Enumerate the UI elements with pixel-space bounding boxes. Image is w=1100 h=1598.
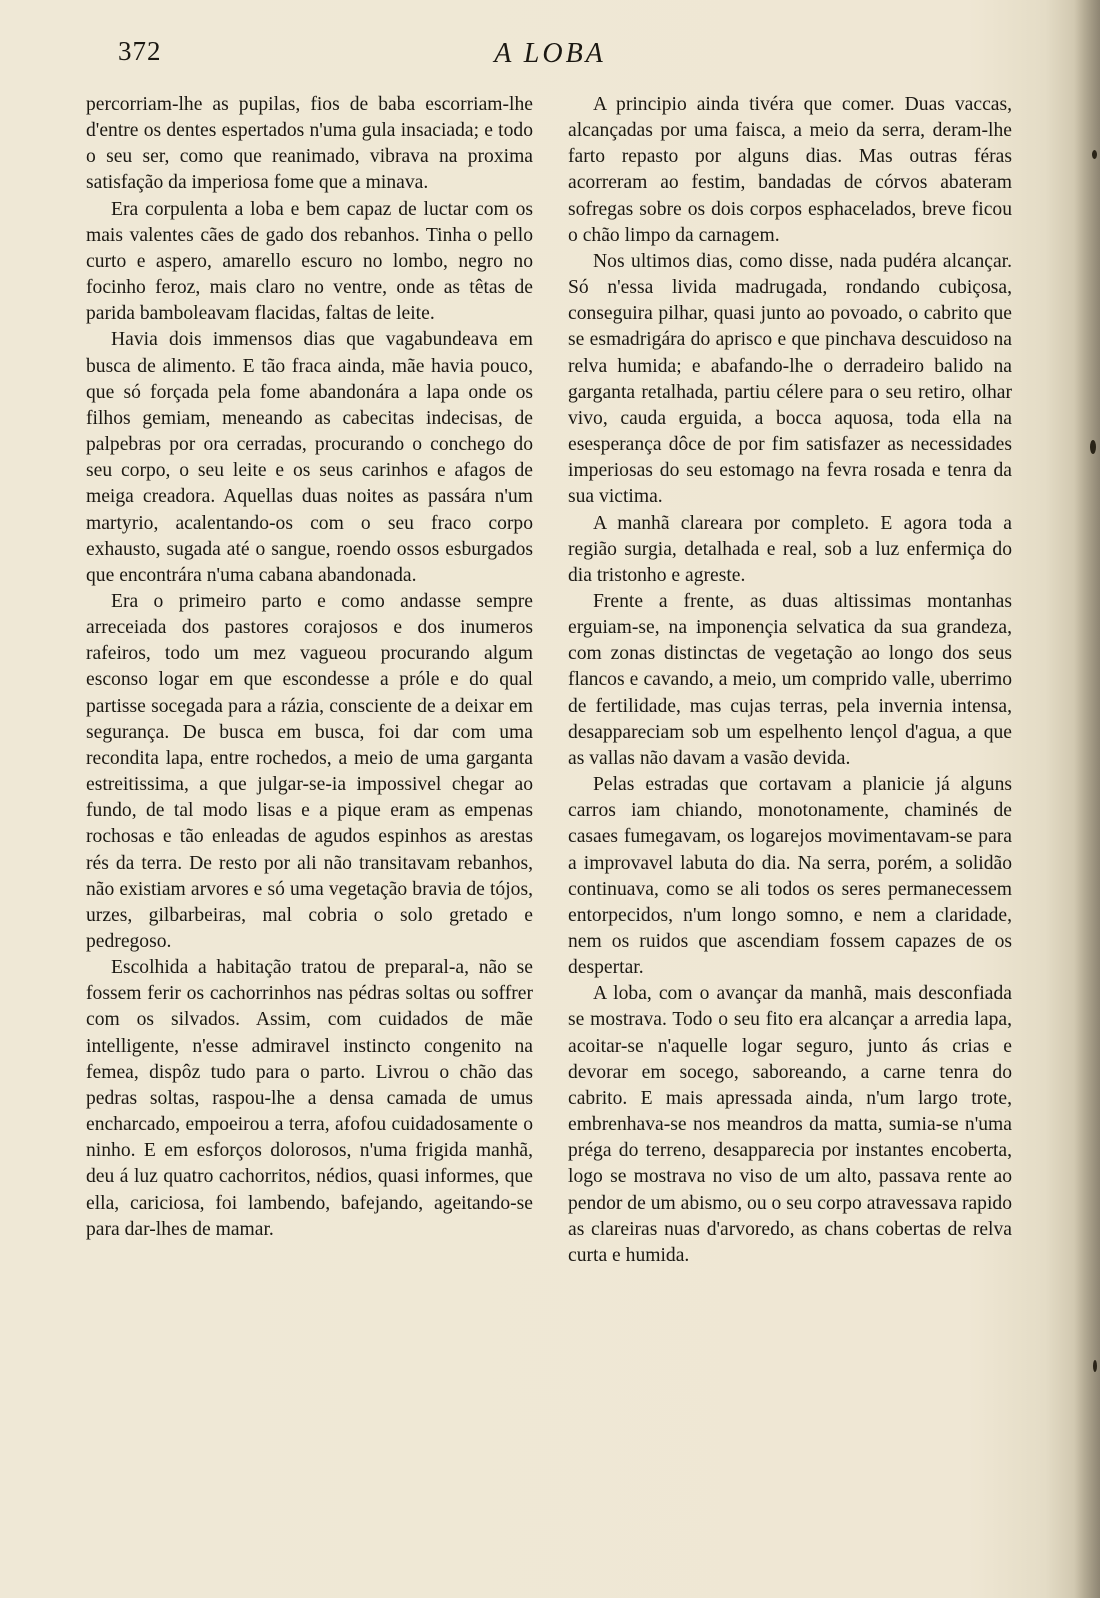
paragraph: Pelas estradas que cortavam a planicie já alguns carros iam chiando, monotonamente, chaminés de casaes fumegavam, os logarejos movimentavam-se para a improvavel labuta do dia. Na serra, porém, a solidão continuava, como se ali todos os seres permanecessem entorpecidos, n'um longo somno, e nem a claridade, nem os ruidos que ascendiam fossem capazes de os despertar. — [568, 774, 1012, 979]
paragraph: Era corpulenta a loba e bem capaz de luctar com os mais valentes cães de gado dos rebanhos. Tinha o pello curto e aspero, amarello escuro no lombo, negro no focinho feroz, mais claro no ventre, onde as têtas de parida bamboleavam flacidas, faltas de leite. — [86, 198, 533, 325]
right-column — [568, 92, 1012, 1269]
running-title: A LOBA — [494, 38, 606, 69]
ink-speck — [1092, 150, 1097, 159]
page-header — [0, 30, 1100, 74]
binding-shadow — [1074, 0, 1100, 1598]
ink-speck — [1093, 1360, 1097, 1372]
paragraph: Era o primeiro parto e como andasse sempre arreceiada dos pastores corajosos e dos inumeros rafeiros, todo um mez vagueou procurando algum esconso logar em que escondesse a próle e do qual partisse socegada para a rázia, consciente de a deixar em segurança. De busca em busca, foi dar com uma recondita lapa, entre rochedos, a meio de uma garganta estreitissima, a que julgar-se-ia impossivel chegar ao fundo, de tal modo lisas e a pique eram as empenas rochosas e tão enleadas de agudos espinhos as arestas rés da terra. De resto por ali não transitavam rebanhos, não existiam arvores e só uma vegetação bravia de tójos, urzes, gilbarbeiras, mal cobria o solo gretado e pedregoso. — [86, 590, 533, 952]
paragraph: Frente a frente, as duas altissimas montanhas erguiam-se, na imponençia selvatica da sua grandeza, com zonas distinctas de vegetação ao longo dos seus flancos e cavando, a meio, um comprido valle, uberrimo de fertilidade, mas cujas terras, pela invernia intensa, desappareciam sob um espelhento lençol d'agua, a que as vallas não davam a vasão devida. — [568, 590, 1012, 769]
left-column — [86, 92, 533, 1243]
paragraph: Havia dois immensos dias que vagabundeava em busca de alimento. E tão fraca ainda, mãe havia pouco, que só forçada pela fome abandonára a lapa onde os filhos gemiam, meneando as cabecitas indecisas, de palpebras por ora cerradas, procurando o conchego do seu corpo, o seu leite e os seus carinhos e afagos de meiga creadora. Aquellas duas noites as passára n'um martyrio, acalentando-os com o seu fraco corpo exhausto, sugada até o sangue, roendo ossos esburgados que encontrára n'uma cabana abandonada. — [86, 329, 533, 586]
paragraph: Nos ultimos dias, como disse, nada pudéra alcançar. Só n'essa livida madrugada, rondando cubiçosa, conseguira pilhar, quasi junto ao povoado, o cabrito que se esmadrigára do aprisco e que pinchava descuidoso na relva humida; e abafando-lhe o derradeiro balido na garganta retalhada, partiu célere para o seu retiro, olhar vivo, cauda erguida, a bocca aquosa, toda ella na esesperança dôce de por fim satisfazer as necessidades imperiosas do seu estomago na fevra rosada e tenra da sua victima. — [568, 250, 1012, 508]
paragraph: A principio ainda tivéra que comer. Duas vaccas, alcançadas por uma faisca, a meio da serra, deram-lhe farto repasto por alguns dias. Mas outras féras acorreram ao festim, bandadas de córvos abateram sofregas sobre os dois corpos esphacelados, breve ficou o chão limpo da carnagem. — [568, 94, 1012, 246]
paragraph: A loba, com o avançar da manhã, mais desconfiada se mostrava. Todo o seu fito era alcançar a arredia lapa, acoitar-se n'aquelle logar seguro, junto ás crias e devorar em socego, saboreando, a carne tenra do cabrito. E mais apressada ainda, n'um largo trote, embrenhava-se nos meandros da matta, sumia-se n'uma préga do terreno, desapparecia por instantes encoberta, logo se mostrava no viso de um alto, passava rente ao pendor de um abismo, ou o seu corpo atravessava rapido as clareiras nuas d'arvoredo, as chans cobertas de relva curta e humida. — [568, 983, 1012, 1266]
ink-speck — [1090, 440, 1096, 454]
paragraph: Escolhida a habitação tratou de preparal-a, não se fossem ferir os cachorrinhos nas pédras soltas ou soffrer com os silvados. Assim, com cuidados de mãe intelligente, n'esse admiravel instincto congenito na femea, dispôz tudo para o parto. Livrou o chão das pedras soltas, raspou-lhe a densa camada de umus encharcado, empoeirou a terra, afofou cuidadosamente o ninho. E em esforços dolorosos, n'uma frigida manhã, deu á luz quatro cachorritos, nédios, quasi informes, que ella, cariciosa, foi lambendo, bafejando, ageitando-se para dar-lhes de mamar. — [86, 957, 533, 1240]
paragraph: percorriam-lhe as pupilas, fios de baba escorriam-lhe d'entre os dentes espertados n'uma gula insaciada; e todo o seu ser, como que reanimado, vibrava na proxima satisfação da imperiosa fome que a minava. — [86, 94, 533, 194]
paragraph: A manhã clareara por completo. E agora toda a região surgia, detalhada e real, sob a luz enfermiça do dia tristonho e agreste. — [568, 512, 1012, 586]
page-number: 372 — [118, 36, 162, 66]
